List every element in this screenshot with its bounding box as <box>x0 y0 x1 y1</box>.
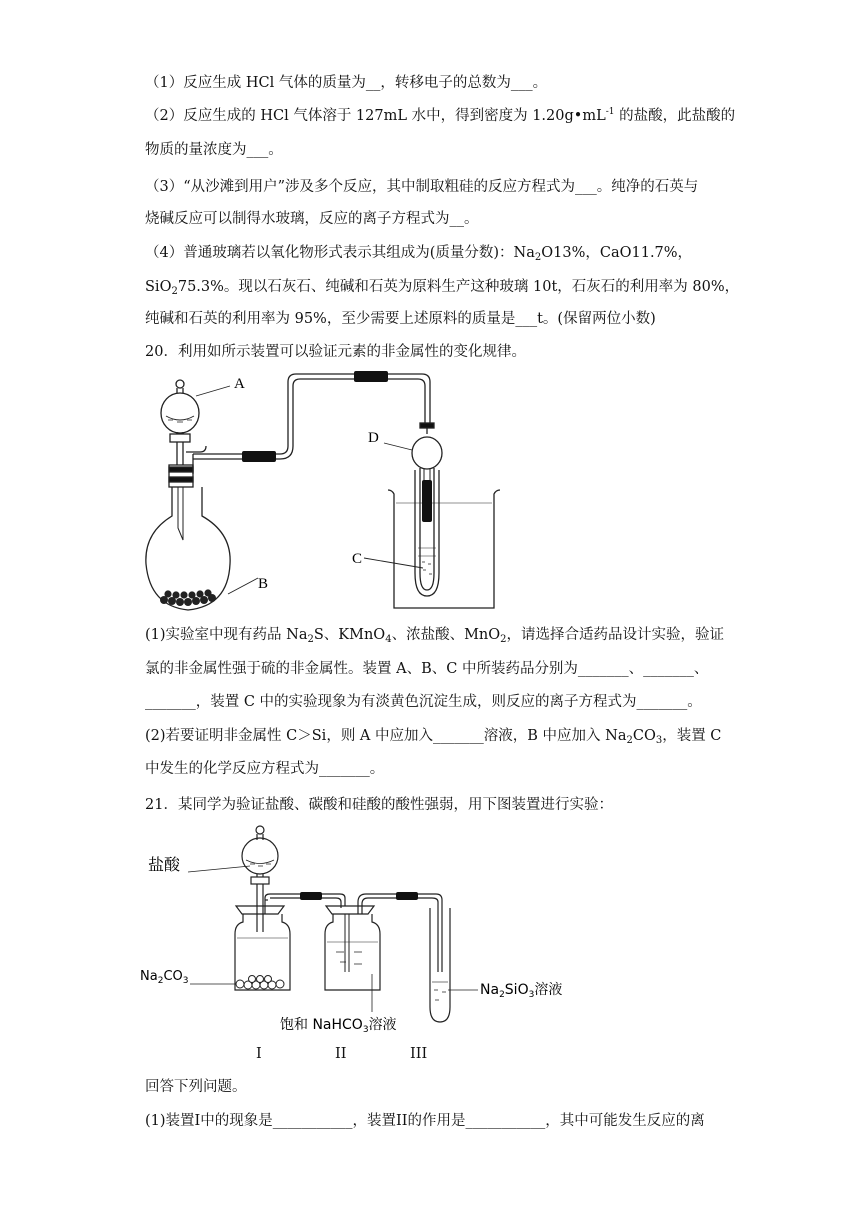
q19-part4-line3: 纯碱和石英的利用率为 95%，至少需要上述原料的质量是___t。(保留两位小数) <box>145 311 656 327</box>
label-na2co3: $Na_2CO_3$ <box>140 969 189 986</box>
q20-part1-line3: _______，装置 C 中的实验现象为有淡黄色沉淀生成，则反应的离子方程式为_______。 <box>145 694 702 710</box>
roman-label-3: III <box>410 1046 428 1062</box>
label-c: C <box>352 551 363 567</box>
label-a: A <box>234 376 245 392</box>
label-nahco3: 饱和 NaHCO$_3$溶液 <box>280 1017 397 1035</box>
roman-label-2: II <box>335 1046 347 1062</box>
q20-part1-line1: (1)实验室中现有药品 $Na_2S$、KMnO$_4$、浓盐酸、MnO$_2$，请选择合适药品设计实验，验证 <box>145 627 725 645</box>
q19-part2-line2: 物质的量浓度为___。 <box>145 142 283 158</box>
q19-part4-line1: （4）普通玻璃若以氧化物形式表示其组成为(质量分数)：$Na_2O13\%$，CaO11.7%， <box>145 245 693 263</box>
q20-part1-line2: 氯的非金属性强于硫的非金属性。装置 A、B、C 中所装药品分别为_______、_______、 <box>145 661 709 677</box>
label-na2sio3: $Na_2SiO_3$溶液 <box>480 982 563 1000</box>
q20-apparatus-figure <box>140 368 520 618</box>
q19-part4-line2: SiO$_2$75.3%。现以石灰石、纯碱和石英为原料生产这种玻璃 10t，石灰石的利用率为 80%， <box>145 279 740 297</box>
q21-answer-intro: 回答下列问题。 <box>145 1079 247 1095</box>
q20-title: 20．利用如所示装置可以验证元素的非金属性的变化规律。 <box>145 344 526 360</box>
label-hcl: 盐酸 <box>148 855 181 874</box>
q21-part1: (1)装置I中的现象是___________，装置II的作用是___________，其中可能发生反应的离 <box>145 1113 705 1129</box>
q20-part2-line2: 中发生的化学反应方程式为_______。 <box>145 761 385 777</box>
q19-part3-line2: 烧碱反应可以制得水玻璃，反应的离子方程式为__。 <box>145 211 479 227</box>
q19-part1: （1）反应生成 HCl 气体的质量为__，转移电子的总数为___。 <box>145 75 548 91</box>
q20-part2-line1: (2)若要证明非金属性 C＞Si，则 A 中应加入_______溶液，B 中应加入 $Na_2CO_3$，装置 C <box>145 728 722 746</box>
q19-part2-line1: （2）反应生成的 HCl 气体溶于 127mL 水中，得到密度为 $1.20g•mL^{-1}$ 的盐酸，此盐酸的 <box>145 107 736 124</box>
roman-label-1: I <box>256 1046 262 1062</box>
label-d: D <box>368 430 379 446</box>
q19-part3-line1: （3）“从沙滩到用户”涉及多个反应，其中制取粗硅的反应方程式为___。纯净的石英与 <box>145 179 699 195</box>
q21-title: 21．某同学为验证盐酸、碳酸和硅酸的酸性强弱，用下图装置进行实验： <box>145 797 613 813</box>
label-b: B <box>258 576 269 592</box>
q21-apparatus-figure <box>140 822 600 1042</box>
